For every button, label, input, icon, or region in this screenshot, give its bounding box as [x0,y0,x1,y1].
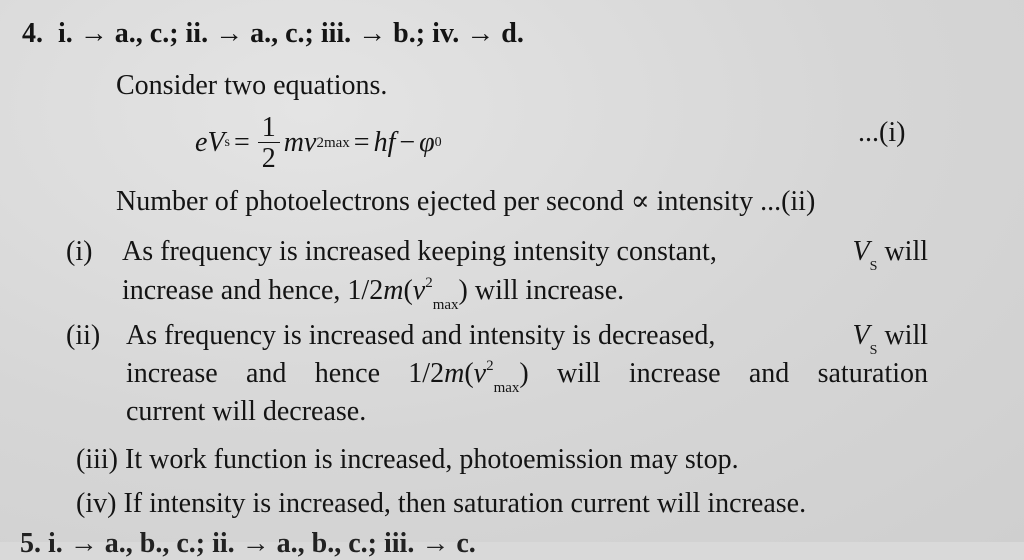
equation-one [195,108,442,178]
equation-one-label: ...(i) [858,117,906,148]
item-ii-line-1-end [853,320,928,359]
item-i-V: V [852,236,870,267]
equation-two: Number of photoelectrons ejected per second ∝ intensity ...(ii) [116,186,816,217]
item-i-line-1-end [853,236,928,275]
eq-minus: − [399,127,416,158]
item-iii-marker: (iii) [76,444,118,475]
intro-text: Consider two equations. [116,70,388,101]
item-ii-v: v [473,358,487,389]
eq-frac-denominator: 2 [258,142,280,173]
item-iv-text: If intensity is increased, then saturation current will increase. [123,488,807,519]
eq-phi: φ [419,127,435,158]
item-i-v-superscript: 2 [425,275,433,291]
item-i-line-2-a: increase and hence, 1/2 [122,275,384,306]
answer-key: i. → a., c.; ii. → a., c.; iii. → b.; iv. → d. [58,18,524,49]
item-ii-line-3: current will decrease. [126,396,367,427]
eq-e: e [195,127,208,158]
eq-half-fraction [258,111,280,174]
eq-phi-subscript: 0 [434,135,442,150]
item-i-line-2 [122,275,624,314]
eq-v-subscript: max [323,134,350,151]
eq-m: m [283,127,305,158]
item-ii-line-2-end: ) will increase and saturation [519,358,929,389]
item-iii-text: It work function is increased, photoemission may stop. [125,444,739,475]
item-iv-marker: (iv) [76,488,117,519]
item-i-marker: (i) [66,236,93,267]
item-ii-line-1 [126,320,928,359]
item-ii-paren: ( [464,358,474,389]
item-i-line-1-text: As frequency is increased keeping intensity constant, [122,236,717,267]
item-ii-v-subscript: max [493,380,520,396]
item-i-v: v [412,275,426,306]
eq-V: V [207,127,225,158]
item-i-paren: ( [403,275,413,306]
item-ii-will: will [884,320,928,351]
item-ii-marker: (ii) [66,320,101,351]
item-ii-line-1-text: As frequency is increased and intensity is decreased, [126,320,716,351]
item-ii-V: V [852,320,870,351]
item-i-V-subscript: S [869,259,878,274]
eq-equals-2: = [353,127,370,158]
question-number: 4. [22,18,43,49]
item-i-will: will [884,236,928,267]
item-ii-line-2 [126,358,928,397]
eq-v-superscript: 2 [316,134,324,151]
item-i-line-1 [122,236,928,275]
next-answer-partial [20,528,1000,559]
answer-header [22,18,524,50]
eq-v: v [304,127,317,158]
item-i-v-subscript: max [432,297,459,313]
eq-frac-numerator: 1 [261,111,276,143]
eq-equals-1: = [234,127,250,158]
item-ii-v-superscript: 2 [486,358,494,374]
next-answer-partial-text: 5. i. → a., b., c.; ii. → a., b., c.; iii. → c. [20,528,476,559]
item-i-m: m [383,275,404,306]
item-iv [76,488,806,520]
item-ii-line-2-a: increase and hence 1/2 [126,358,445,389]
item-ii-m: m [444,358,465,389]
eq-V-subscript: s [224,135,230,150]
item-i-line-2-end: ) will increase. [458,275,625,306]
eq-hf: hf [373,127,396,158]
item-iii [76,444,739,476]
item-ii-V-subscript: S [869,343,878,358]
